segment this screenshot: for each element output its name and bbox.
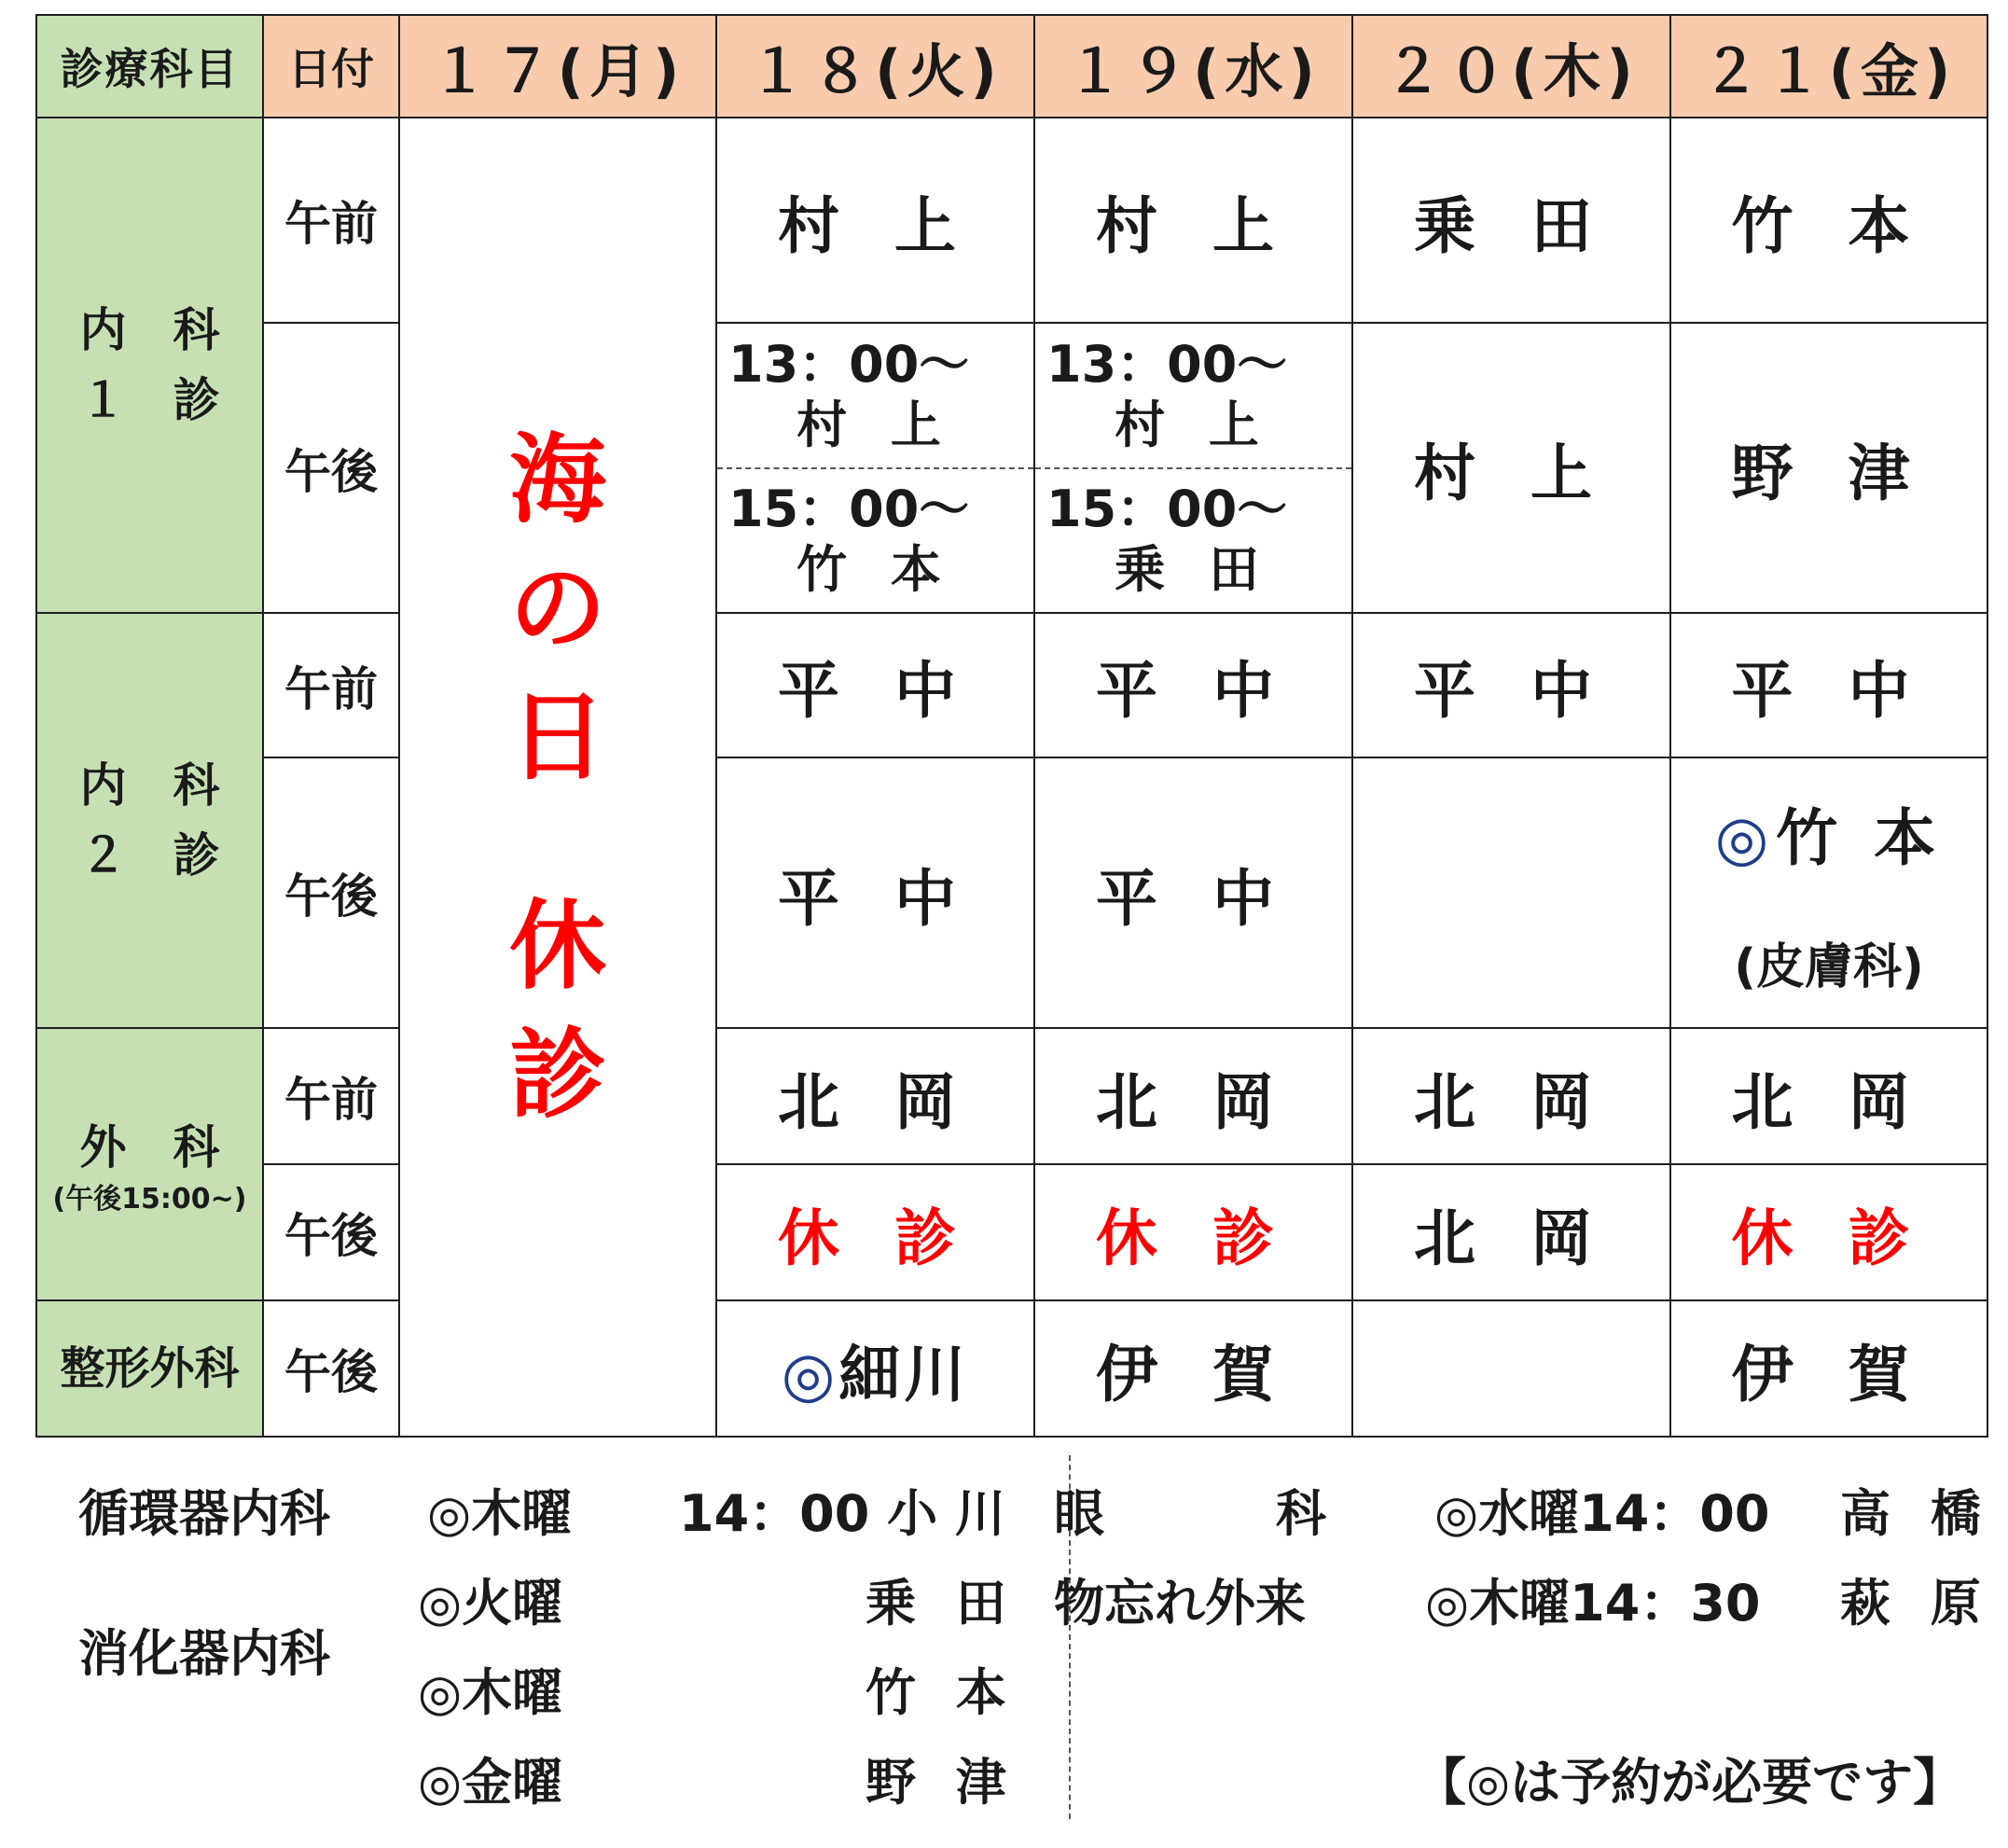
dept-geka xyxy=(36,1028,263,1300)
holiday-char: 日 xyxy=(508,680,606,794)
note-junkanki-time-doc: 14：00 小 川 xyxy=(679,1484,1005,1543)
seikei-fri: 伊 賀 xyxy=(1670,1300,1987,1437)
reservation-circle-icon: ◎ xyxy=(781,1338,839,1410)
note-monowasure-info: ◎木曜14：30 xyxy=(1425,1574,1761,1633)
naika1-pm-fri: 野 津 xyxy=(1670,323,1987,613)
naika1-pm-tue-name1: 村 上 xyxy=(796,395,954,454)
naika1-pm-row xyxy=(36,323,1987,613)
note-ganka-label-b: 科 xyxy=(1276,1484,1326,1543)
naika1-pm-tue-time1: 13：00～ xyxy=(728,334,970,394)
holiday-char: 診 xyxy=(508,1018,606,1132)
naika1-pm-tue-name2: 竹 本 xyxy=(796,540,954,600)
dept-geka-sub: (午後15:00~) xyxy=(52,1182,247,1216)
holiday-char: 海 xyxy=(508,423,606,536)
naika2-pm-row xyxy=(36,757,1987,1028)
note-shokaki-day-3: ◎金曜 xyxy=(418,1753,563,1812)
dept-naika1-line1: 内 科 xyxy=(79,302,220,357)
slot-pm: 午後 xyxy=(263,757,399,1028)
slot-am: 午前 xyxy=(263,1028,399,1164)
naika2-am-thu: 平 中 xyxy=(1352,613,1670,757)
naika1-am-thu: 乗 田 xyxy=(1352,118,1670,323)
geka-am-thu: 北 岡 xyxy=(1352,1028,1670,1164)
naika2-pm-wed: 平 中 xyxy=(1034,757,1352,1028)
note-monowasure-label: 物忘れ外来 xyxy=(1054,1574,1306,1633)
naika1-pm-wed xyxy=(1034,323,1352,613)
dept-naika2 xyxy=(36,613,263,1028)
slot-am: 午前 xyxy=(263,613,399,757)
header-day-wed: １９(水) xyxy=(1034,15,1352,118)
header-date-label: 日付 xyxy=(263,15,399,118)
dept-seikei: 整形外科 xyxy=(36,1300,263,1437)
naika2-am-wed: 平 中 xyxy=(1034,613,1352,757)
geka-pm-tue: 休 診 xyxy=(716,1164,1034,1300)
naika1-am-tue: 村 上 xyxy=(716,118,1034,323)
naika1-pm-tue-time2: 15：00～ xyxy=(728,479,970,539)
note-shokaki-day-2: ◎木曜 xyxy=(418,1663,563,1722)
note-shokaki-doc-1: 乗 田 xyxy=(866,1574,1018,1633)
holiday-char: 休 xyxy=(508,889,606,1003)
header-day-thu: ２０(木) xyxy=(1352,15,1670,118)
slot-pm: 午後 xyxy=(263,1300,399,1437)
geka-am-row xyxy=(36,1028,1987,1164)
dept-naika1-line2: １ 診 xyxy=(79,372,220,427)
naika2-am-tue: 平 中 xyxy=(716,613,1034,757)
reservation-circle-icon: ◎ xyxy=(1714,802,1777,874)
naika1-pm-wed-time2: 15：00～ xyxy=(1046,479,1288,539)
naika1-am-wed: 村 上 xyxy=(1034,118,1352,323)
dept-naika2-line1: 内 科 xyxy=(79,757,220,813)
note-ganka-doc: 高 橋 xyxy=(1840,1484,1992,1543)
slot-am: 午前 xyxy=(263,118,399,323)
note-shokaki-day-1: ◎火曜 xyxy=(418,1574,563,1633)
naika2-pm-fri xyxy=(1670,757,1987,1028)
naika2-am-fri: 平 中 xyxy=(1670,613,1987,757)
header-dept-label: 診療科目 xyxy=(36,15,263,118)
note-shokaki-label: 消化器内科 xyxy=(78,1624,330,1683)
geka-am-wed: 北 岡 xyxy=(1034,1028,1352,1164)
naika1-pm-wed-time1: 13：00～ xyxy=(1046,334,1288,394)
note-ganka-info: ◎水曜14：00 xyxy=(1434,1484,1770,1543)
slot-pm: 午後 xyxy=(263,1164,399,1300)
naika2-am-row xyxy=(36,613,1987,757)
note-monowasure-doc: 萩 原 xyxy=(1840,1574,1992,1633)
geka-am-tue: 北 岡 xyxy=(716,1028,1034,1164)
note-junkanki-day: ◎木曜 xyxy=(427,1484,573,1543)
note-shokaki-doc-3: 野 津 xyxy=(866,1753,1018,1812)
schedule-table xyxy=(35,14,1988,1438)
naika2-pm-tue: 平 中 xyxy=(716,757,1034,1028)
geka-pm-wed: 休 診 xyxy=(1034,1164,1352,1300)
naika1-pm-tue xyxy=(716,323,1034,613)
naika1-am-fri: 竹 本 xyxy=(1670,118,1987,323)
header-day-mon: １７(月) xyxy=(399,15,716,118)
naika2-pm-fri-name: 竹 本 xyxy=(1776,802,1944,874)
header-day-tue: １８(火) xyxy=(716,15,1034,118)
seikei-thu xyxy=(1352,1300,1670,1437)
geka-am-fri: 北 岡 xyxy=(1670,1028,1987,1164)
geka-pm-fri: 休 診 xyxy=(1670,1164,1987,1300)
geka-pm-thu: 北 岡 xyxy=(1352,1164,1670,1300)
header-row xyxy=(36,15,1987,118)
dept-geka-label: 外 科 xyxy=(79,1119,220,1174)
notes-section xyxy=(35,1455,1992,1828)
slot-pm: 午後 xyxy=(263,323,399,613)
naika2-pm-thu xyxy=(1352,757,1670,1028)
note-shokaki-doc-2: 竹 本 xyxy=(866,1663,1018,1722)
seikei-tue xyxy=(716,1300,1034,1437)
seikei-wed: 伊 賀 xyxy=(1034,1300,1352,1437)
note-ganka-label-a: 眼 xyxy=(1054,1484,1104,1543)
holiday-cell xyxy=(399,118,716,1437)
holiday-char: の xyxy=(508,551,606,665)
naika1-am-row xyxy=(36,118,1987,323)
seikei-row xyxy=(36,1300,1987,1437)
naika2-pm-fri-note: (皮膚科) xyxy=(1734,939,1924,995)
naika1-pm-wed-name2: 乗 田 xyxy=(1115,540,1272,600)
naika1-pm-thu: 村 上 xyxy=(1352,323,1670,613)
naika1-pm-wed-name1: 村 上 xyxy=(1115,395,1272,454)
dept-naika1 xyxy=(36,118,263,613)
seikei-tue-name: 細川 xyxy=(838,1338,970,1410)
dept-naika2-line2: ２ 診 xyxy=(79,827,220,882)
header-day-fri: ２１(金) xyxy=(1670,15,1987,118)
geka-pm-row xyxy=(36,1164,1987,1300)
note-reservation: 【◎は予約が必要です】 xyxy=(1416,1753,1964,1812)
note-junkanki-label: 循環器内科 xyxy=(78,1484,330,1543)
